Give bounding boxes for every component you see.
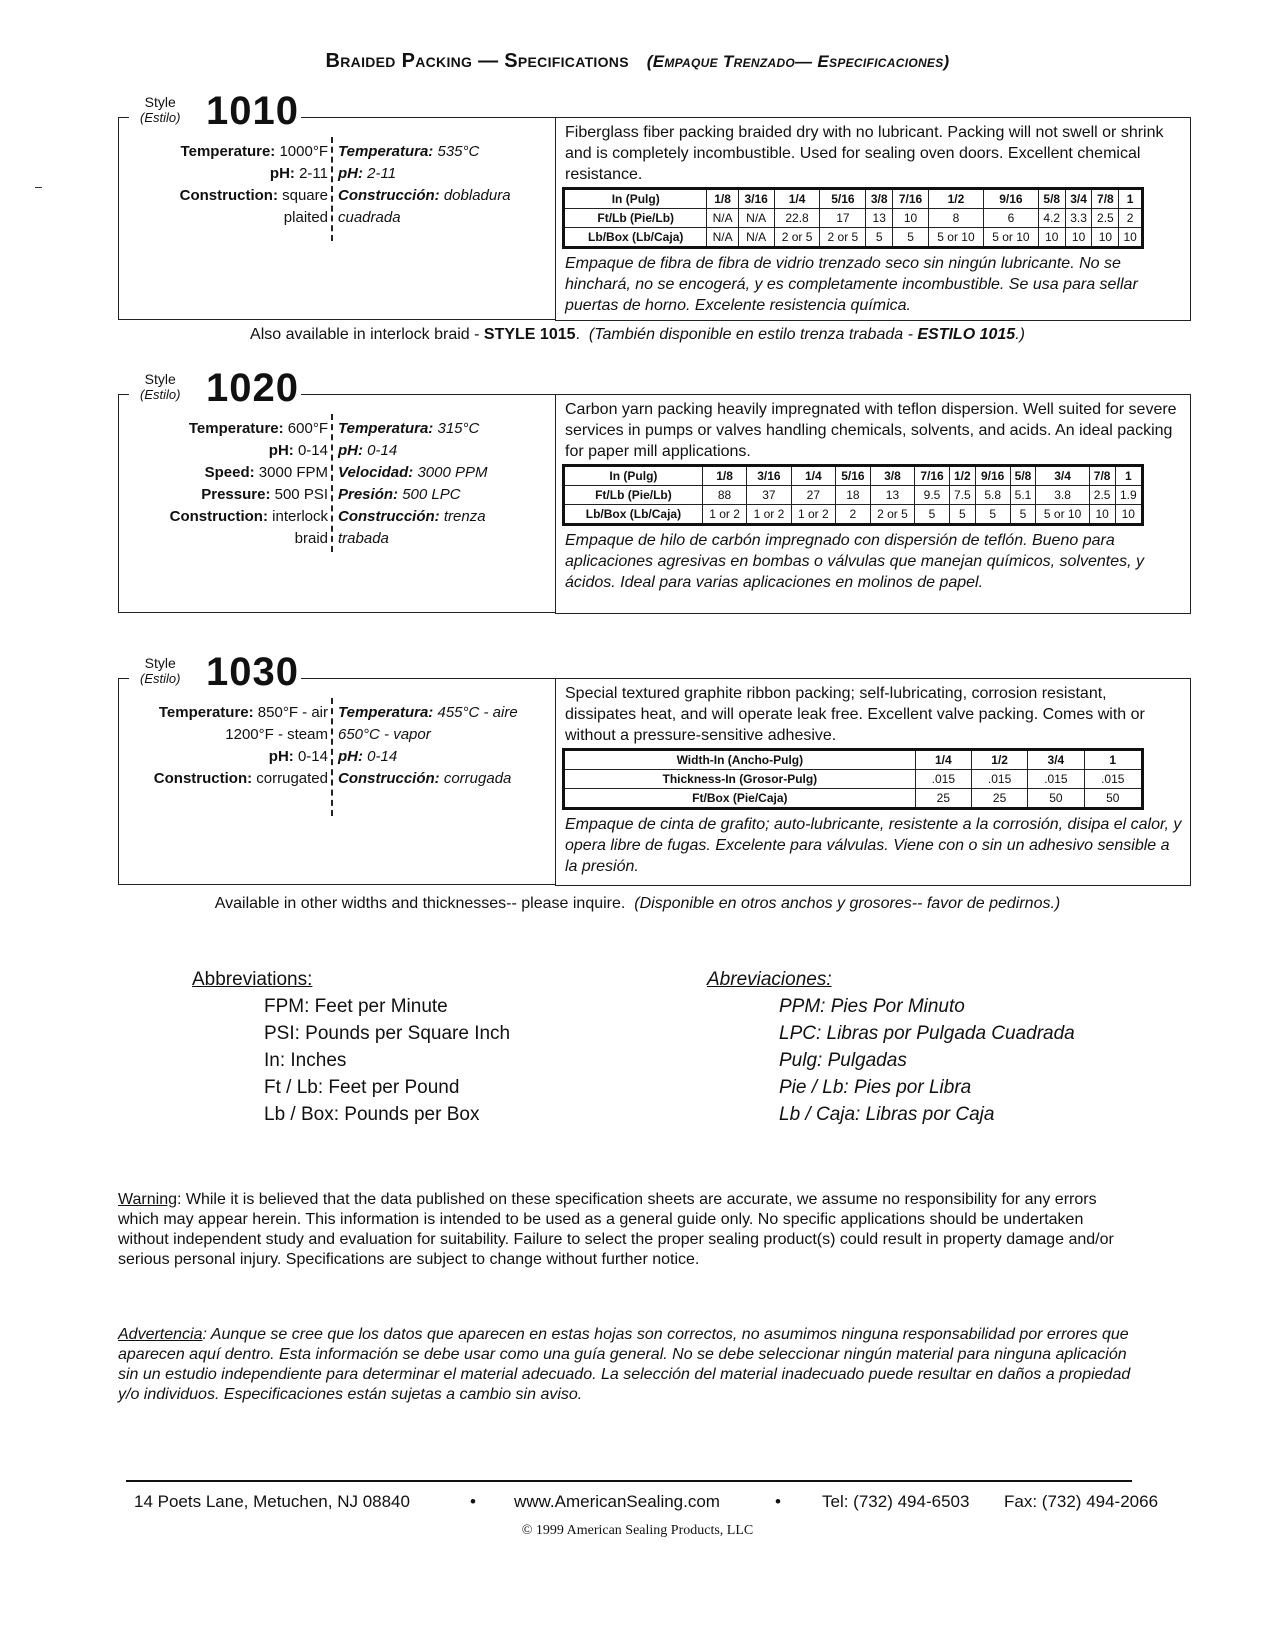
table-cell: 5 or 10 — [1036, 505, 1089, 525]
spec-row — [154, 768, 328, 790]
spec-row — [338, 702, 518, 724]
table-cell: 5 or 10 — [983, 228, 1038, 248]
table-cell: 1 or 2 — [747, 505, 791, 525]
spec-row — [170, 418, 328, 440]
size-table — [562, 187, 1144, 249]
spec-value: 1000°F — [279, 143, 328, 160]
footer-bullet: • — [470, 1492, 476, 1511]
abreviaciones-heading: Abreviaciones: — [707, 969, 832, 990]
table-cell: 5/8 — [1038, 189, 1065, 209]
description-english: Fiberglass fiber packing braided dry with no lubricant. Packing will not swell or shrink and is completely incombustible. Used for sealing oven doors. Excellent chemical resistance. — [565, 124, 1164, 183]
table-cell: 1/4 — [774, 189, 820, 209]
table-row — [564, 770, 1143, 789]
description-spanish: Empaque de cinta de grafito; auto-lubricante, resistente a la corrosión, disipa el calor, y opera libre de fugas. Excelente para válvulas. Viene con o sin un adhesivo sensible a la presión. — [565, 816, 1182, 875]
table-cell: 50 — [1028, 789, 1084, 809]
abbreviations-english — [192, 966, 510, 1128]
table-cell: .015 — [1028, 770, 1084, 789]
table-cell: 1/2 — [929, 189, 984, 209]
table-cell: 27 — [791, 486, 835, 505]
spec-value: trenza — [443, 508, 486, 525]
size-table — [562, 748, 1144, 810]
spec-label: Construction: — [179, 187, 278, 204]
spec-value: 2-11 — [299, 165, 328, 182]
spec-value: corrugada — [443, 770, 512, 787]
spec-label: Temperature: — [158, 704, 254, 721]
note1-es-end: .) — [1015, 326, 1025, 343]
table-cell: .015 — [915, 770, 971, 789]
table-cell: 5 — [893, 228, 929, 248]
spec-row — [170, 462, 328, 484]
table-cell: .015 — [1084, 770, 1142, 789]
spec-row — [154, 746, 328, 768]
table-cell: 5 — [915, 505, 950, 525]
table-cell: 5/16 — [820, 189, 866, 209]
note-style-1015 — [0, 326, 1275, 344]
spec-value: dobladura — [443, 187, 511, 204]
spec-row — [154, 724, 328, 746]
description-spanish: Empaque de fibra de fibra de vidrio trenzado seco sin ningún lubricante. No se hinchará, no se encogerá, y es completamente incombustible. Se usa para sellar puertas de horno. Excelente resistencia química. — [565, 255, 1138, 314]
table-cell: N/A — [738, 209, 774, 228]
spec-value: 3000 PPM — [417, 464, 488, 481]
specs-spanish — [338, 702, 518, 790]
note1-es-style: ESTILO 1015 — [917, 326, 1016, 343]
table-cell: 3.8 — [1036, 486, 1089, 505]
table-row — [564, 486, 1143, 505]
description-english: Special textured graphite ribbon packing; self-lubricating, corrosion resistant, dissipates heat, and will operate leak free. Excellent valve packing. Comes with or without a pressure-sensitive adhesive. — [565, 685, 1145, 744]
table-cell: 7/16 — [893, 189, 929, 209]
spec-value: 0-14 — [367, 748, 398, 765]
spec-value: interlock — [272, 508, 328, 525]
description-panel — [555, 678, 1191, 886]
table-cell: 5/8 — [1010, 466, 1036, 486]
style-label-en: Style — [144, 655, 176, 671]
warning-label: Warning — [118, 1191, 177, 1208]
table-cell: 10 — [1115, 505, 1142, 525]
spec-label: Temperature: — [188, 420, 284, 437]
size-table — [562, 464, 1144, 526]
table-cell: 3/4 — [1036, 466, 1089, 486]
table-cell: 2 — [836, 505, 871, 525]
spec-row — [338, 462, 488, 484]
spec-value: plaited — [283, 209, 328, 226]
table-cell: 2 or 5 — [870, 505, 914, 525]
specs-english — [170, 418, 328, 550]
spec-value: 600°F — [287, 420, 328, 437]
page-title — [0, 50, 1275, 73]
spec-label: pH: — [268, 748, 294, 765]
table-cell: 2 or 5 — [820, 228, 866, 248]
spec-label: Velocidad: — [338, 464, 414, 481]
spec-label: Pressure: — [201, 486, 271, 503]
table-cell: 7/8 — [1092, 189, 1119, 209]
spec-label: Construction: — [153, 770, 253, 787]
table-cell: 1 — [1084, 750, 1142, 770]
row-header: Lb/Box (Lb/Caja) — [564, 505, 703, 525]
table-cell: 5.1 — [1010, 486, 1036, 505]
abbr-item: FPM: Feet per Minute — [264, 996, 448, 1017]
row-header: Thickness-In (Grosor-Pulg) — [564, 770, 916, 789]
spec-row — [338, 207, 511, 229]
spec-value: 0-14 — [297, 748, 328, 765]
description-panel — [555, 117, 1191, 321]
row-header: In (Pulg) — [564, 189, 707, 209]
description-panel — [555, 394, 1191, 614]
table-cell: 3/4 — [1065, 189, 1092, 209]
row-header: In (Pulg) — [564, 466, 703, 486]
table-row — [564, 505, 1143, 525]
table-row — [564, 209, 1143, 228]
table-cell: 5/16 — [836, 466, 871, 486]
abbr-item: Lb / Box: Pounds per Box — [264, 1104, 480, 1125]
table-cell: 1 or 2 — [702, 505, 746, 525]
spec-value: corrugated — [256, 770, 328, 787]
table-row — [564, 189, 1143, 209]
abbreviations-spanish — [707, 966, 1075, 1128]
title-spanish: (Empaque Trenzado— Especificaciones) — [646, 52, 950, 71]
table-cell: 50 — [1084, 789, 1142, 809]
table-cell: N/A — [707, 228, 738, 248]
note-other-widths — [0, 895, 1275, 913]
table-cell: 10 — [1038, 228, 1065, 248]
specs-english — [154, 702, 328, 790]
table-cell: 25 — [971, 789, 1027, 809]
table-cell: 5.8 — [975, 486, 1010, 505]
table-cell: .015 — [971, 770, 1027, 789]
table-cell: 7/16 — [915, 466, 950, 486]
table-cell: 18 — [836, 486, 871, 505]
spec-value: trabada — [338, 530, 389, 547]
spec-label: Construcción: — [338, 770, 440, 787]
table-cell: 2 or 5 — [774, 228, 820, 248]
table-cell: 7/8 — [1089, 466, 1115, 486]
spec-row — [338, 440, 488, 462]
table-cell: 1/2 — [971, 750, 1027, 770]
spec-label: pH: — [338, 165, 363, 182]
note2-en: Available in other widths and thicknesses-- please inquire. — [214, 895, 626, 912]
table-cell: 10 — [1089, 505, 1115, 525]
spec-row — [338, 484, 488, 506]
table-cell: 25 — [915, 789, 971, 809]
table-cell: 2 — [1119, 209, 1143, 228]
row-header: Ft/Lb (Pie/Lb) — [564, 209, 707, 228]
spec-value: 1200°F - steam — [225, 726, 328, 743]
style-label-es: (Estilo) — [140, 110, 181, 125]
table-cell: 10 — [1065, 228, 1092, 248]
abbr-item: PSI: Pounds per Square Inch — [264, 1023, 511, 1044]
spec-label: Construcción: — [338, 187, 440, 204]
table-cell: 1 or 2 — [791, 505, 835, 525]
note1-en-text: Also available in interlock braid - — [250, 326, 484, 343]
note2-es: (Disponible en otros anchos y grosores-- favor de pedirnos.) — [634, 895, 1061, 912]
title-english: Braided Packing — Specifications — [325, 50, 629, 72]
table-cell: 6 — [983, 209, 1038, 228]
table-cell: 1.9 — [1115, 486, 1142, 505]
abbr-item: PPM: Pies Por Minuto — [779, 996, 965, 1017]
table-row — [564, 466, 1143, 486]
abbr-item: In: Inches — [264, 1050, 347, 1071]
table-cell: N/A — [738, 228, 774, 248]
spec-value: 650°C - vapor — [338, 726, 431, 743]
row-header: Ft/Box (Pie/Caja) — [564, 789, 916, 809]
table-cell: 13 — [870, 486, 914, 505]
table-cell: 3/4 — [1028, 750, 1084, 770]
abbr-item: LPC: Libras por Pulgada Cuadrada — [779, 1023, 1075, 1044]
table-row — [564, 228, 1143, 248]
spec-value: 850°F - air — [257, 704, 328, 721]
table-cell: 1/4 — [915, 750, 971, 770]
copyright: © 1999 American Sealing Products, LLC — [521, 1523, 754, 1538]
abbr-item: Pie / Lb: Pies por Libra — [779, 1077, 972, 1098]
spec-row — [170, 484, 328, 506]
spec-row — [170, 506, 328, 528]
table-cell: 2.5 — [1089, 486, 1115, 505]
footer-fax: Fax: (732) 494-2066 — [1004, 1492, 1159, 1511]
spec-row — [154, 702, 328, 724]
advertencia-label: Advertencia — [118, 1326, 203, 1343]
spec-value: braid — [294, 530, 328, 547]
table-cell: 88 — [702, 486, 746, 505]
table-cell: 7.5 — [949, 486, 975, 505]
footer-address: 14 Poets Lane, Metuchen, NJ 08840 — [134, 1492, 410, 1511]
warning-paragraph — [118, 1190, 1138, 1270]
margin-mark — [35, 187, 42, 188]
table-cell: 1/8 — [707, 189, 738, 209]
description-spanish: Empaque de hilo de carbón impregnado con dispersión de teflón. Bueno para aplicaciones agresivas en bombas o válvulas que manejan químicos, solventes, y ácidos. Ideal para varias aplicaciones en molinos de papel. — [565, 532, 1144, 591]
spec-label: Temperatura: — [338, 420, 434, 437]
table-cell: 10 — [1092, 228, 1119, 248]
row-header: Lb/Box (Lb/Caja) — [564, 228, 707, 248]
table-cell: 10 — [893, 209, 929, 228]
table-row — [564, 789, 1143, 809]
spec-value: 455°C - aire — [437, 704, 518, 721]
table-cell: 13 — [866, 209, 893, 228]
style-label-es: (Estilo) — [140, 387, 181, 402]
table-cell: 5 — [949, 505, 975, 525]
footer-bullet: • — [775, 1492, 781, 1511]
warning-text: : While it is believed that the data published on these specification sheets are accurate, we assume no responsibility for any errors which may appear herein. This information is intended to be used as a general guide only. No specific applications should be undertaken without independent study and evaluation for suitability. Failure to select the proper sealing product(s) could result in property damage and/or serious personal injury. Specifications are subject to change without further notice. — [118, 1191, 1114, 1268]
spec-label: Speed: — [204, 464, 255, 481]
style-number: 1020 — [206, 366, 299, 410]
spec-label: Temperature: — [180, 143, 276, 160]
specs-spanish — [338, 418, 488, 550]
description-english: Carbon yarn packing heavily impregnated with teflon dispersion. Well suited for severe services in pumps or valves handling chemicals, solvents, and acids. An ideal packing for paper mill applications. — [565, 401, 1177, 460]
note1-en-end: . — [575, 326, 580, 343]
spec-row — [338, 141, 511, 163]
abbr-item: Lb / Caja: Libras por Caja — [779, 1104, 995, 1125]
footer-rule — [126, 1480, 1132, 1482]
spec-label: pH: — [268, 442, 294, 459]
spec-value: cuadrada — [338, 209, 401, 226]
spec-row — [180, 185, 328, 207]
spec-row — [338, 185, 511, 207]
spec-value: 0-14 — [297, 442, 328, 459]
table-cell: 2.5 — [1092, 209, 1119, 228]
spec-row — [338, 768, 518, 790]
table-cell: 3/8 — [866, 189, 893, 209]
spec-value: square — [282, 187, 328, 204]
specs-spanish — [338, 141, 511, 229]
spec-label: Construcción: — [338, 508, 440, 525]
spec-row — [180, 163, 328, 185]
table-cell: N/A — [707, 209, 738, 228]
column-divider — [331, 414, 333, 552]
footer-phone: Tel: (732) 494-6503 — [822, 1492, 970, 1511]
style-label-en: Style — [144, 371, 176, 387]
table-cell: 9.5 — [915, 486, 950, 505]
style-label-en: Style — [144, 94, 176, 110]
note1-en-style: STYLE 1015 — [483, 326, 576, 343]
table-cell: 22.8 — [774, 209, 820, 228]
table-cell: 8 — [929, 209, 984, 228]
table-cell: 9/16 — [975, 466, 1010, 486]
table-cell: 5 — [1010, 505, 1036, 525]
specs-english — [180, 141, 328, 229]
table-cell: 1/2 — [949, 466, 975, 486]
abbreviations-heading: Abbreviations: — [192, 969, 313, 990]
spec-row — [180, 141, 328, 163]
advertencia-paragraph — [118, 1325, 1138, 1405]
table-cell: 5 — [866, 228, 893, 248]
spec-value: 0-14 — [367, 442, 398, 459]
spec-row — [338, 528, 488, 550]
spec-row — [338, 506, 488, 528]
spec-row — [170, 440, 328, 462]
spec-row — [338, 163, 511, 185]
table-cell: 1 — [1119, 189, 1143, 209]
abbr-item: Pulg: Pulgadas — [779, 1050, 907, 1071]
table-cell: 5 — [975, 505, 1010, 525]
abbr-item: Ft / Lb: Feet per Pound — [264, 1077, 460, 1098]
spec-label: Temperatura: — [338, 143, 434, 160]
table-cell: 1/8 — [702, 466, 746, 486]
spec-label: pH: — [338, 442, 363, 459]
table-cell: 17 — [820, 209, 866, 228]
table-cell: 3/16 — [747, 466, 791, 486]
table-cell: 5 or 10 — [929, 228, 984, 248]
spec-row — [338, 724, 518, 746]
spec-label: Presión: — [338, 486, 399, 503]
spec-row — [170, 528, 328, 550]
note1-es-text: (También disponible en estilo trenza trabada - — [588, 326, 918, 343]
style-number: 1010 — [206, 89, 299, 133]
table-cell: 9/16 — [983, 189, 1038, 209]
spec-value: 535°C — [437, 143, 480, 160]
table-cell: 4.2 — [1038, 209, 1065, 228]
spec-value: 3000 FPM — [258, 464, 328, 481]
spec-value: 315°C — [437, 420, 480, 437]
footer-website[interactable]: www.AmericanSealing.com — [514, 1492, 720, 1511]
style-number: 1030 — [206, 650, 299, 694]
table-cell: 3/8 — [870, 466, 914, 486]
spec-value: 500 PSI — [274, 486, 328, 503]
table-cell: 1 — [1115, 466, 1142, 486]
spec-row — [338, 746, 518, 768]
spec-value: 2-11 — [367, 165, 397, 182]
spec-label: pH: — [269, 165, 295, 182]
style-label-es: (Estilo) — [140, 671, 181, 686]
row-header: Width-In (Ancho-Pulg) — [564, 750, 916, 770]
column-divider — [331, 698, 333, 816]
spec-label: Temperatura: — [338, 704, 434, 721]
table-cell: 3/16 — [738, 189, 774, 209]
advertencia-text: : Aunque se cree que los datos que aparecen en estas hojas son correctos, no asumimos ninguna responsabilidad por errores que aparecen aquí dentro. Esta información se debe usar como una guía general. No se debe seleccionar ningún material para ninguna aplicación sin un estudio independiente para determinar el material adecuado. La selección del material inadecuado puede resultar en daños a propiedad y/o individuos. Especificaciones están sujetas a cambio sin aviso. — [118, 1326, 1131, 1403]
spec-label: Construction: — [169, 508, 268, 525]
table-cell: 37 — [747, 486, 791, 505]
table-cell: 1/4 — [791, 466, 835, 486]
spec-row — [180, 207, 328, 229]
row-header: Ft/Lb (Pie/Lb) — [564, 486, 703, 505]
table-row — [564, 750, 1143, 770]
spec-label: pH: — [338, 748, 363, 765]
table-cell: 10 — [1119, 228, 1143, 248]
spec-value: 500 LPC — [402, 486, 461, 503]
spec-row — [338, 418, 488, 440]
table-cell: 3.3 — [1065, 209, 1092, 228]
column-divider — [331, 137, 333, 241]
